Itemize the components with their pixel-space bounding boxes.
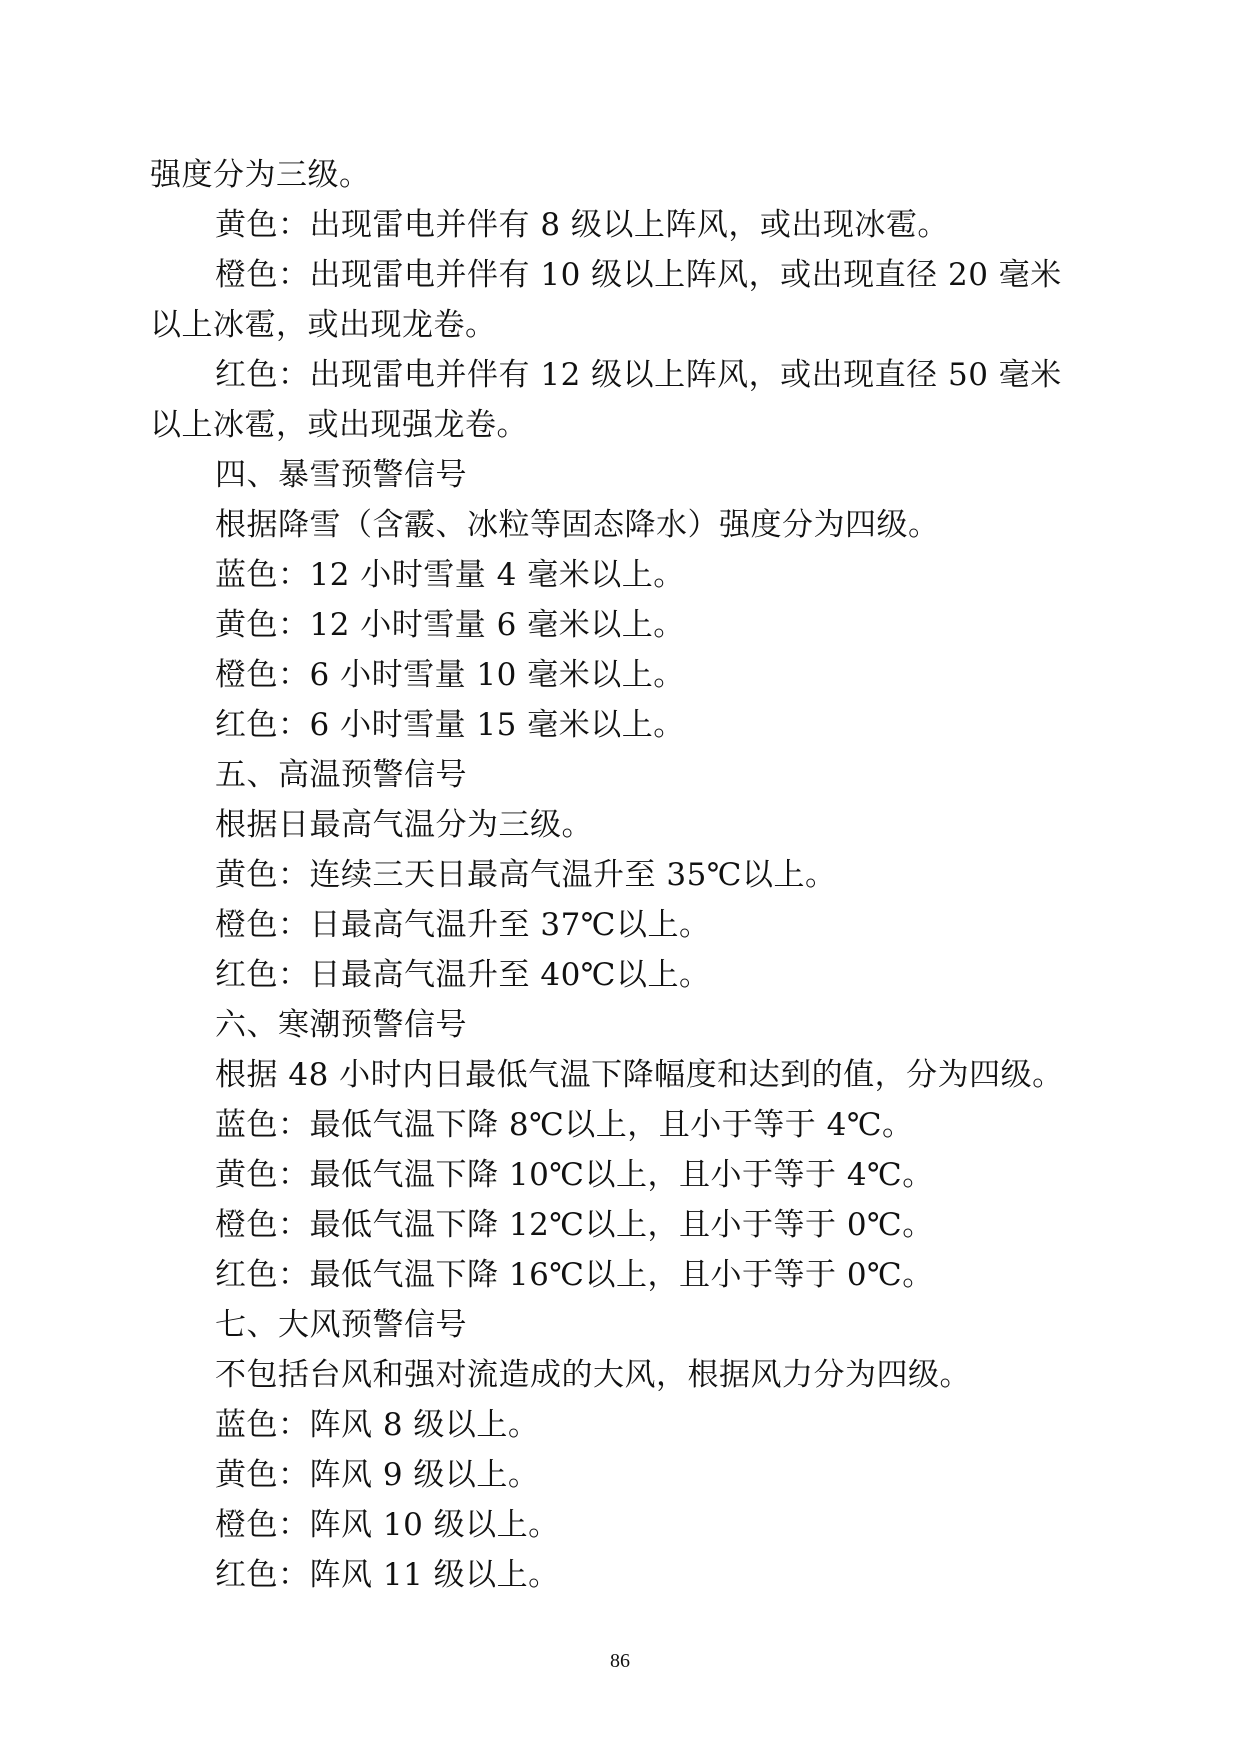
text-line: 橙色：最低气温下降 12℃以上，且小于等于 0℃。 bbox=[215, 1207, 934, 1243]
text-line: 橙色：日最高气温升至 37℃以上。 bbox=[215, 907, 711, 943]
section-heading: 四、暴雪预警信号 bbox=[215, 457, 467, 493]
page-number: 86 bbox=[610, 1650, 630, 1672]
text-line: 黄色：连续三天日最高气温升至 35℃以上。 bbox=[215, 857, 837, 893]
text-line: 红色：阵风 11 级以上。 bbox=[215, 1557, 560, 1593]
text-line: 黄色：阵风 9 级以上。 bbox=[215, 1457, 540, 1493]
text-line: 橙色：阵风 10 级以上。 bbox=[215, 1507, 560, 1543]
text-line: 橙色：6 小时雪量 10 毫米以上。 bbox=[215, 657, 685, 693]
text-line: 以上冰雹，或出现龙卷。 bbox=[150, 307, 497, 343]
text-line: 橙色：出现雷电并伴有 10 级以上阵风，或出现直径 20 毫米 bbox=[215, 257, 1062, 293]
text-line: 根据日最高气温分为三级。 bbox=[215, 807, 593, 843]
text-line: 红色：出现雷电并伴有 12 级以上阵风，或出现直径 50 毫米 bbox=[215, 357, 1062, 393]
text-line: 蓝色：最低气温下降 8℃以上，且小于等于 4℃。 bbox=[215, 1107, 914, 1143]
text-line: 强度分为三级。 bbox=[150, 157, 371, 193]
text-line: 蓝色：阵风 8 级以上。 bbox=[215, 1407, 540, 1443]
text-line: 黄色：12 小时雪量 6 毫米以上。 bbox=[215, 607, 685, 643]
section-heading: 五、高温预警信号 bbox=[215, 757, 467, 793]
text-line: 以上冰雹，或出现强龙卷。 bbox=[150, 407, 528, 443]
body-text bbox=[150, 150, 1090, 1600]
section-heading: 六、寒潮预警信号 bbox=[215, 1007, 467, 1043]
text-line: 红色：日最高气温升至 40℃以上。 bbox=[215, 957, 711, 993]
text-line: 根据 48 小时内日最低气温下降幅度和达到的值，分为四级。 bbox=[215, 1057, 1064, 1093]
text-line: 黄色：最低气温下降 10℃以上，且小于等于 4℃。 bbox=[215, 1157, 934, 1193]
text-line: 黄色：出现雷电并伴有 8 级以上阵风，或出现冰雹。 bbox=[215, 207, 949, 243]
text-line: 红色：最低气温下降 16℃以上，且小于等于 0℃。 bbox=[215, 1257, 934, 1293]
text-line: 不包括台风和强对流造成的大风，根据风力分为四级。 bbox=[215, 1357, 971, 1393]
text-line: 蓝色：12 小时雪量 4 毫米以上。 bbox=[215, 557, 685, 593]
section-heading: 七、大风预警信号 bbox=[215, 1307, 467, 1343]
text-line: 红色：6 小时雪量 15 毫米以上。 bbox=[215, 707, 685, 743]
text-line: 根据降雪（含霰、冰粒等固态降水）强度分为四级。 bbox=[215, 507, 940, 543]
